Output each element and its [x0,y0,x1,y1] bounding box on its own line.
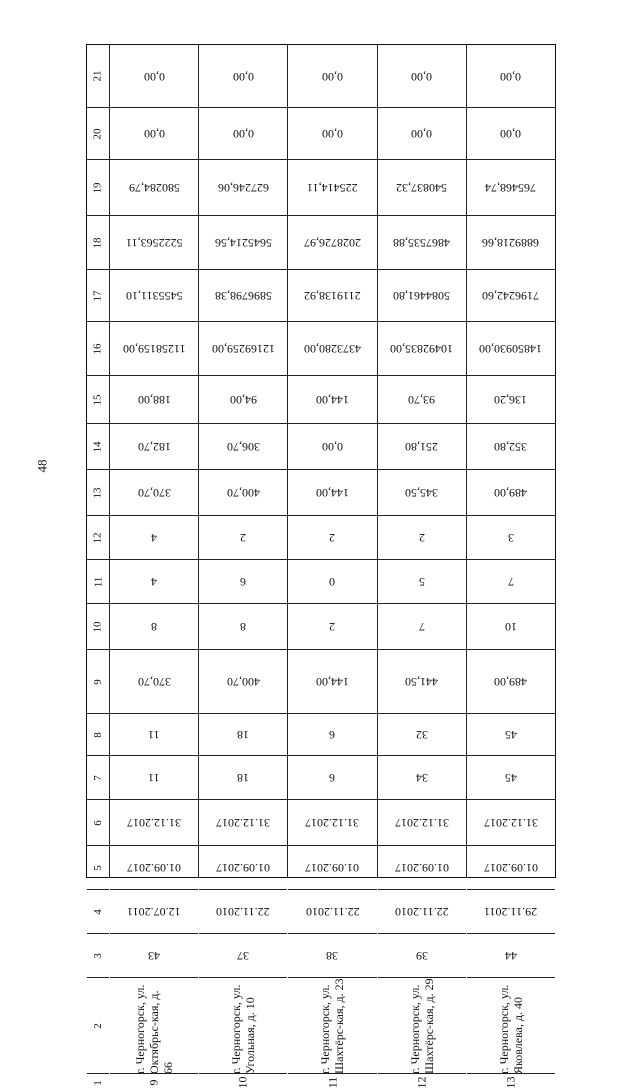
value-cell-col-8: 18 [199,713,287,755]
value-cell-col-19: 580284,79 [110,159,198,215]
value-cell-col-13: 370,70 [110,469,198,515]
value-cell-col-11: 7 [467,559,555,603]
value-cell-col-20: 0,00 [288,107,376,159]
value-cell-col-7: 34 [378,755,466,799]
value-cell-col-3: 39 [378,933,466,977]
value-cell-col-13: 489,00 [467,469,555,515]
value-cell-col-7: 6 [288,755,376,799]
column-number-11: 11 [87,559,109,603]
value-cell-col-13: 400,70 [199,469,287,515]
value-cell-col-3: 37 [199,933,287,977]
column-number-20: 20 [87,107,109,159]
value-cell-col-11: 6 [199,559,287,603]
value-cell-col-8: 6 [288,713,376,755]
value-cell-col-10: 10 [467,603,555,649]
column-number-4: 4 [87,889,109,933]
value-cell-col-13: 144,00 [288,469,376,515]
value-cell-col-10: 7 [378,603,466,649]
value-cell-col-17: 5455311,10 [110,269,198,321]
value-cell-col-3: 43 [110,933,198,977]
value-cell-col-6: 31.12.2017 [467,799,555,845]
value-cell-col-7: 45 [467,755,555,799]
column-number-14: 14 [87,423,109,469]
value-cell-col-5: 01.09.2017 [199,845,287,889]
value-cell-col-14: 352,80 [467,423,555,469]
value-cell-col-20: 0,00 [378,107,466,159]
value-cell-col-16: 14850930,00 [467,321,555,375]
column-number-18: 18 [87,215,109,269]
value-cell-col-18: 2028726,97 [288,215,376,269]
value-cell-col-8: 11 [110,713,198,755]
address-cell: г. Черногорск, ул. Шахтёрс-кая, д. 29 [378,977,466,1073]
value-cell-col-7: 18 [199,755,287,799]
value-cell-col-17: 5084461,80 [378,269,466,321]
value-cell-col-16: 12169259,00 [199,321,287,375]
value-cell-col-21: 0,00 [500,69,522,84]
value-cell-col-4: 29.11.2011 [467,889,555,933]
value-cell-col-11: 0 [288,559,376,603]
value-cell-col-4: 22.11.2010 [378,889,466,933]
row-index: 13 [467,1073,555,1091]
header-band [87,45,109,1086]
value-cell-col-12: 4 [110,515,198,559]
value-cell-col-4: 12.07.2011 [110,889,198,933]
rotated-data-table [86,44,556,1089]
value-cell-col-20: 0,00 [110,107,198,159]
value-cell-col-9: 400,70 [199,649,287,713]
table-row [377,45,466,1089]
value-cell-col-6: 31.12.2017 [378,799,466,845]
value-cell-col-6: 31.12.2017 [110,799,198,845]
value-cell-col-5: 01.09.2017 [110,845,198,889]
column-number-16: 16 [87,321,109,375]
value-cell-col-9: 144,00 [288,649,376,713]
value-cell-col-16: 11258159,00 [110,321,198,375]
row-index: 11 [288,1073,376,1091]
value-cell-col-11: 5 [378,559,466,603]
value-cell-col-11: 4 [110,559,198,603]
column-number-3: 3 [87,933,109,977]
value-cell-col-15: 94,00 [199,375,287,423]
value-cell-col-14: 251,80 [378,423,466,469]
value-cell-col-15: 93,70 [378,375,466,423]
table-row [109,45,198,1086]
address-cell: г. Черногорск, ул. Шахтёрс-кая, д. 23 [288,977,376,1073]
value-cell-col-9: 489,00 [467,649,555,713]
column-number-6: 6 [87,799,109,845]
value-cell-col-17: 7196242,60 [467,269,555,321]
table-row [466,45,555,1089]
value-cell-col-8: 45 [467,713,555,755]
value-cell-col-19: 765468,74 [467,159,555,215]
value-cell-col-6: 31.12.2017 [288,799,376,845]
column-number-2: 2 [87,977,109,1073]
table-row [198,45,287,1089]
value-cell-col-10: 2 [288,603,376,649]
value-cell-col-5: 01.09.2017 [467,845,555,889]
value-cell-col-7: 11 [110,755,198,799]
column-number-19: 19 [87,159,109,215]
value-cell-col-8: 32 [378,713,466,755]
value-cell-col-4: 22.11.2010 [288,889,376,933]
value-cell-col-18: 4867535,88 [378,215,466,269]
value-cell-col-3: 38 [288,933,376,977]
column-number-1: 1 [87,1073,109,1091]
value-cell-col-12: 2 [378,515,466,559]
value-cell-col-21: 0,00 [321,69,343,84]
column-number-17: 17 [87,269,109,321]
column-number-9: 9 [87,649,109,713]
value-cell-col-18: 6889218,66 [467,215,555,269]
value-cell-col-13: 345,50 [378,469,466,515]
value-cell-col-9: 370,70 [110,649,198,713]
value-cell-col-10: 8 [110,603,198,649]
address-cell: г. Черногорск, ул. Яковлева, д. 40 [467,977,555,1073]
column-number-7: 7 [87,755,109,799]
row-index: 12 [378,1073,466,1091]
value-cell-col-5: 01.09.2017 [378,845,466,889]
value-cell-col-12: 3 [467,515,555,559]
row-index: 10 [199,1073,287,1091]
column-number-5: 5 [87,845,109,889]
value-cell-col-16: 10492835,00 [378,321,466,375]
column-number-21: 21 [91,70,104,82]
column-number-12: 12 [87,515,109,559]
address-cell: г. Черногорск, ул. Октябрьс-кая, д. 66 [110,977,198,1073]
value-cell-col-17: 5896798,38 [199,269,287,321]
value-cell-col-16: 4373280,00 [288,321,376,375]
value-cell-col-5: 01.09.2017 [288,845,376,889]
row-index: 9 [110,1073,198,1091]
value-cell-col-15: 136,20 [467,375,555,423]
value-cell-col-19: 540837,32 [378,159,466,215]
value-cell-col-4: 22.11.2010 [199,889,287,933]
value-cell-col-21: 0,00 [411,69,433,84]
table-row [287,45,376,1089]
value-cell-col-18: 5222563,11 [110,215,198,269]
value-cell-col-14: 0,00 [288,423,376,469]
value-cell-col-14: 182,70 [110,423,198,469]
value-cell-col-17: 2119138,92 [288,269,376,321]
value-cell-col-20: 0,00 [199,107,287,159]
value-cell-col-6: 31.12.2017 [199,799,287,845]
column-number-8: 8 [87,713,109,755]
column-number-13: 13 [87,469,109,515]
column-number-15: 15 [87,375,109,423]
column-number-10: 10 [87,603,109,649]
value-cell-col-15: 188,00 [110,375,198,423]
address-cell: г. Черногорск, ул. Угольная, д. 10 [199,977,287,1073]
value-cell-col-19: 627246,06 [199,159,287,215]
value-cell-col-21: 0,00 [232,69,254,84]
value-cell-col-12: 2 [288,515,376,559]
page-number: 48 [34,459,50,473]
value-cell-col-12: 2 [199,515,287,559]
value-cell-col-21: 0,00 [143,69,165,84]
value-cell-col-10: 8 [199,603,287,649]
value-cell-col-19: 225414,11 [288,159,376,215]
value-cell-col-20: 0,00 [467,107,555,159]
value-cell-col-15: 144,00 [288,375,376,423]
value-cell-col-3: 44 [467,933,555,977]
value-cell-col-18: 5645214,56 [199,215,287,269]
value-cell-col-14: 306,70 [199,423,287,469]
value-cell-col-9: 441,50 [378,649,466,713]
